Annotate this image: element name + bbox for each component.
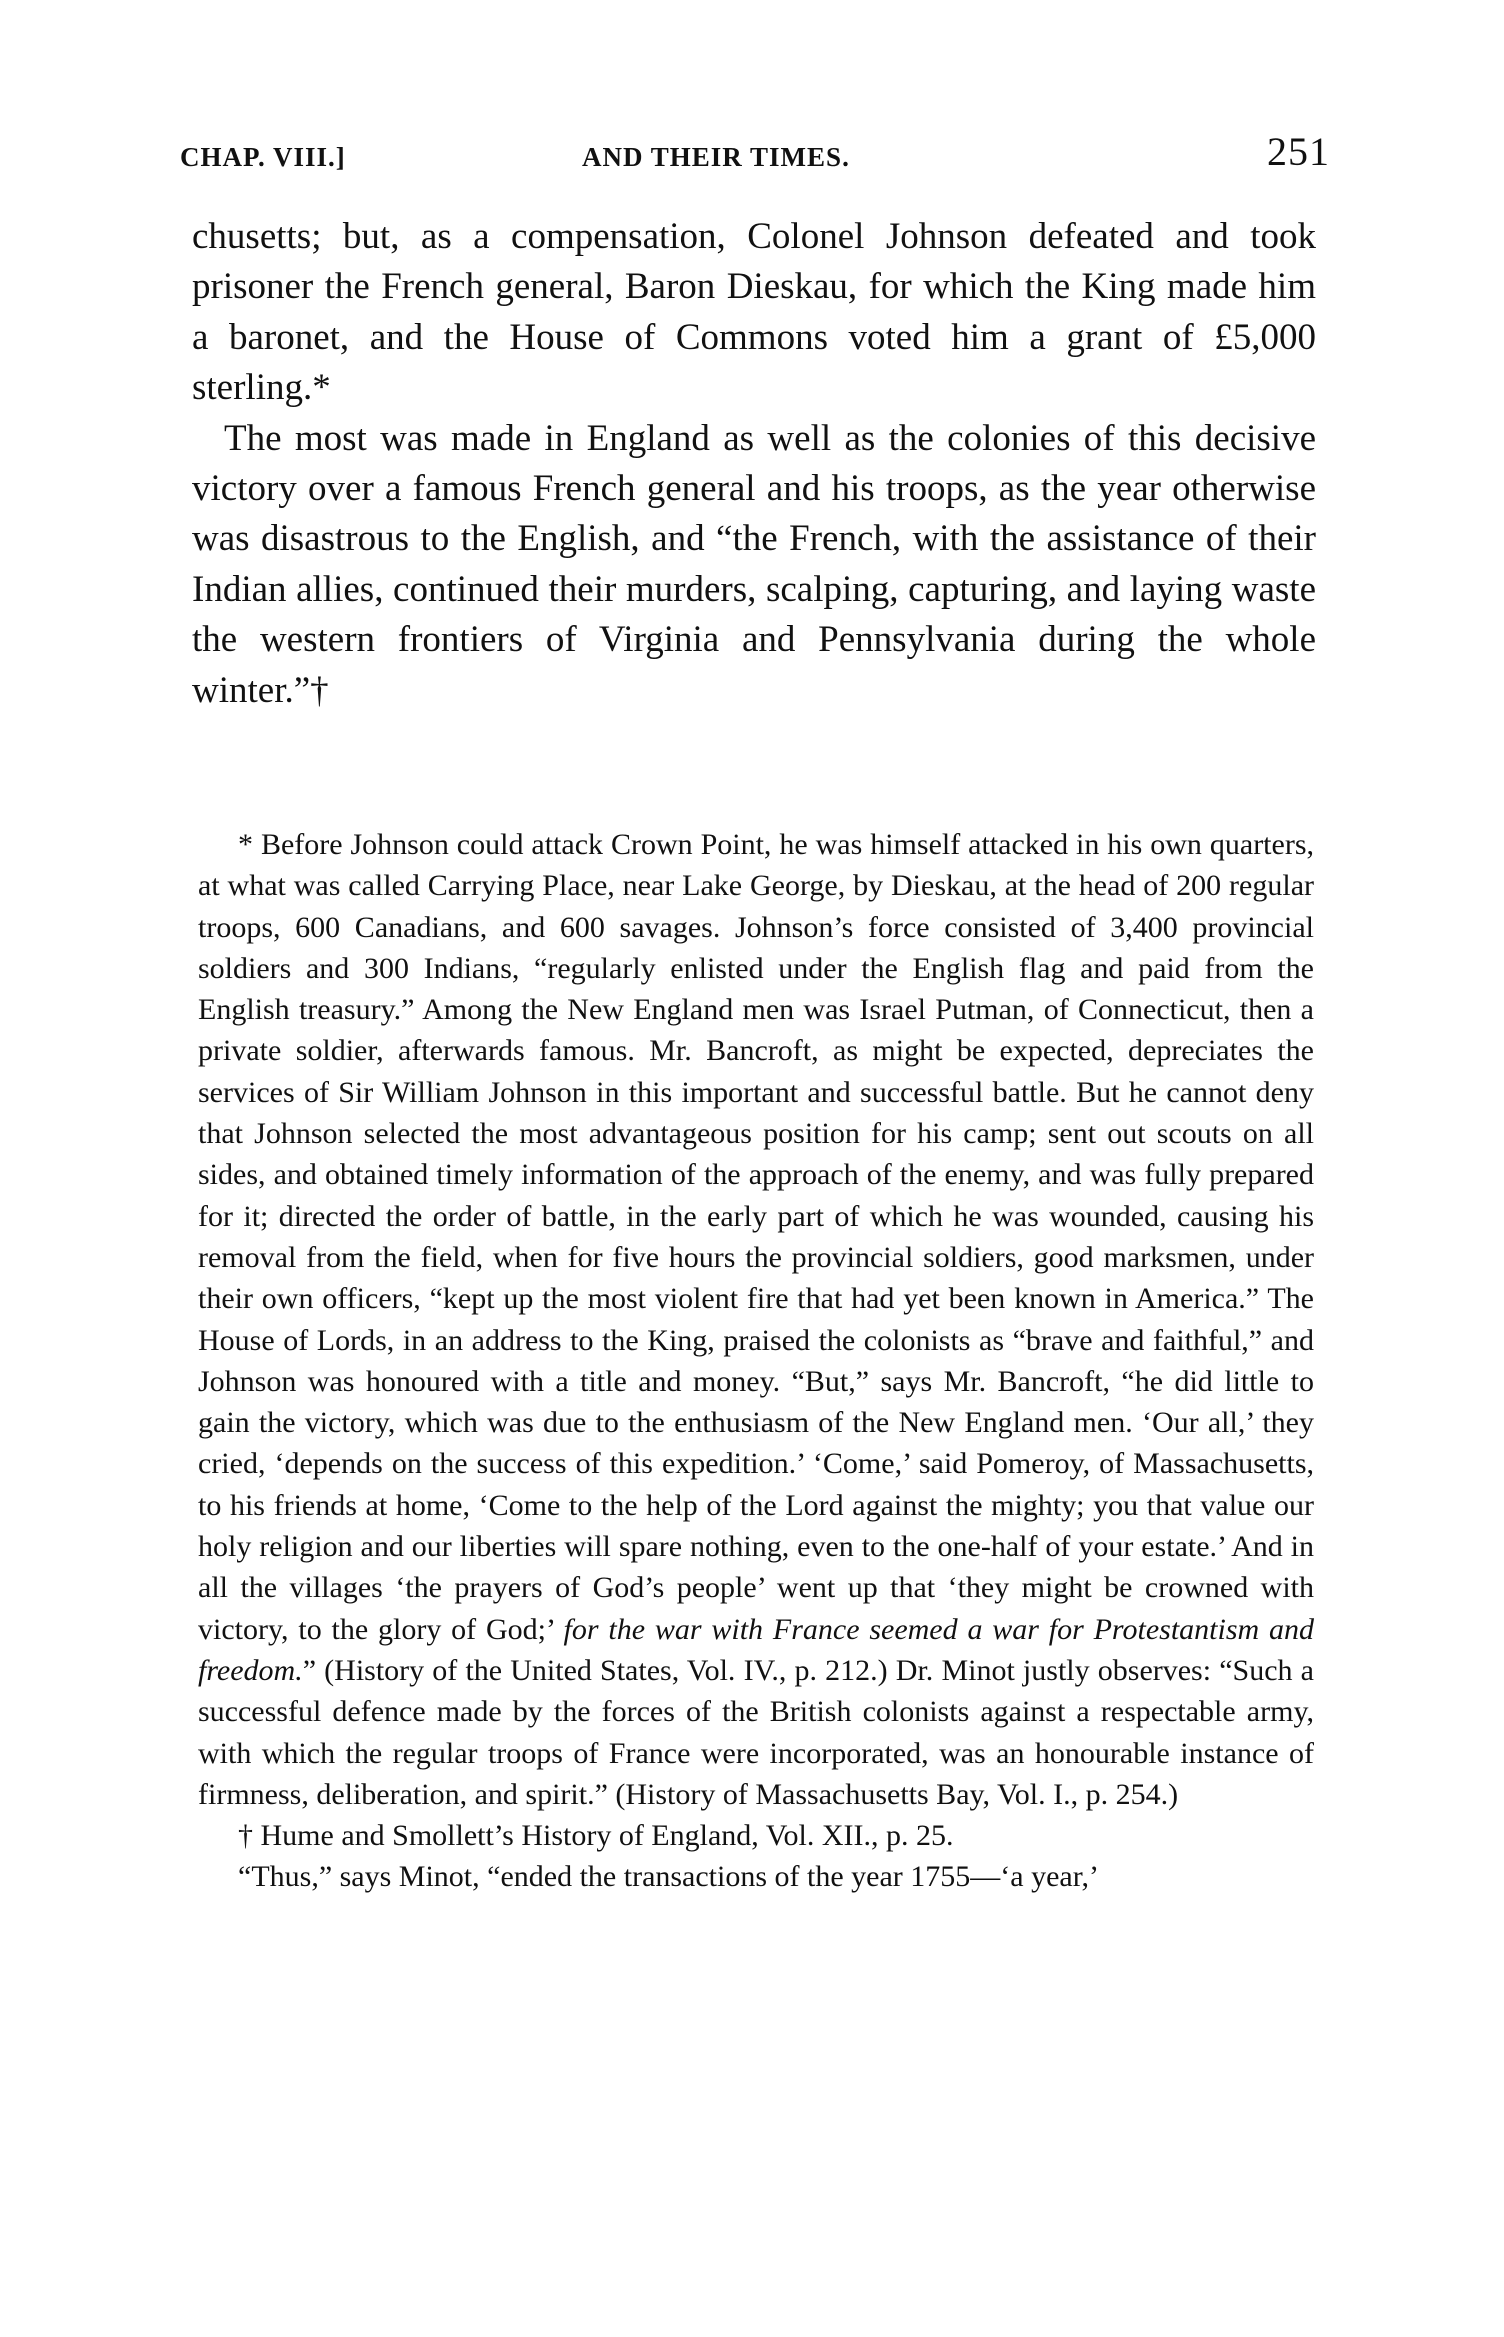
running-header	[180, 128, 1330, 178]
body-paragraph-2: The most was made in England as well as the colonies of this decisive victory over a famous French general and his troops, as the year otherwise was disastrous to the English, and “the French, with the assistance of their Indian allies, continued their murders, scalping, capturing, and laying waste the western frontiers of Virginia and Pennsylvania during the whole winter.”†	[192, 417, 1316, 711]
running-title: AND THEIR TIMES.	[582, 142, 850, 172]
footnote-1-text: * Before Johnson could attack Crown Point, he was himself attacked in his own quarters, at what was called Carrying Place, near Lake George, by Dieskau, at the head of 200 regular troops, 600 Canadians, and 600 savages. Johnson’s force consisted of 3,400 provincial soldiers and 300 Indians, “regularly enlisted under the English flag and paid from the English treasury.” Among the New England men was Israel Putman, of Connecticut, then a private soldier, afterwards famous. Mr. Bancroft, as might be expected, depreciates the services of Sir William Johnson in this important and successful battle. But he cannot deny that Johnson selected the most advantageous position for his camp; sent out scouts on all sides, and obtained timely information of the approach of the enemy, and was fully prepared for it; directed the order of battle, in the early part of which he was wounded, causing his removal from the field, when for five hours the provincial soldiers, good marksmen, under their own officers, “kept up the most violent fire that had yet been known in America.” The House of Lords, in an address to the King, praised the colonists as “brave and faithful,” and Johnson was honoured with a title and money. “But,” says Mr. Bancroft, “he did little to gain the victory, which was due to the enthusiasm of the New England men. ‘Our all,’ they cried, ‘depends on the success of this expedition.’ ‘Come,’ said Pomeroy, of Massachusetts, to his friends at home, ‘Come to the help of the Lord against the mighty; you that value our holy religion and our liberties will spare nothing, even to the one-half of your estate.’ And in all the villages ‘the prayers of God’s people’ went up that ‘they might be crowned with victory, to the glory of God;’	[198, 828, 1314, 1646]
footnote-1	[198, 824, 1314, 1815]
chapter-label: CHAP. VIII.]	[180, 142, 346, 172]
footnote-1-continued: ” (History of the United States, Vol. IV., p. 212.) Dr. Minot justly observes: “Such a successful defence made by the forces of the British colonists against a respectable army, with which the regular troops of France were incorporated, was an honourable instance of firmness, deliberation, and spirit.” (History of Massachusetts Bay, Vol. I., p. 254.)	[198, 1653, 1314, 1811]
footnote-1-italic: for the war with France seemed a war for Protestantism and freedom.	[198, 1612, 1314, 1687]
body-paragraph-1: chusetts; but, as a compensation, Colonel Johnson defeated and took prisoner the French general, Baron Dieskau, for which the King made him a baronet, and the House of Commons voted him a grant of £5,000 sterling.*	[192, 216, 1316, 409]
main-text	[192, 212, 1316, 716]
footnotes	[198, 824, 1314, 1898]
page-number: 251	[1267, 129, 1330, 174]
footnote-continuation: “Thus,” says Minot, “ended the transactions of the year 1755—‘a year,’	[238, 1860, 1100, 1894]
footnote-2: † Hume and Smollett’s History of England, Vol. XII., p. 25.	[238, 1819, 954, 1853]
